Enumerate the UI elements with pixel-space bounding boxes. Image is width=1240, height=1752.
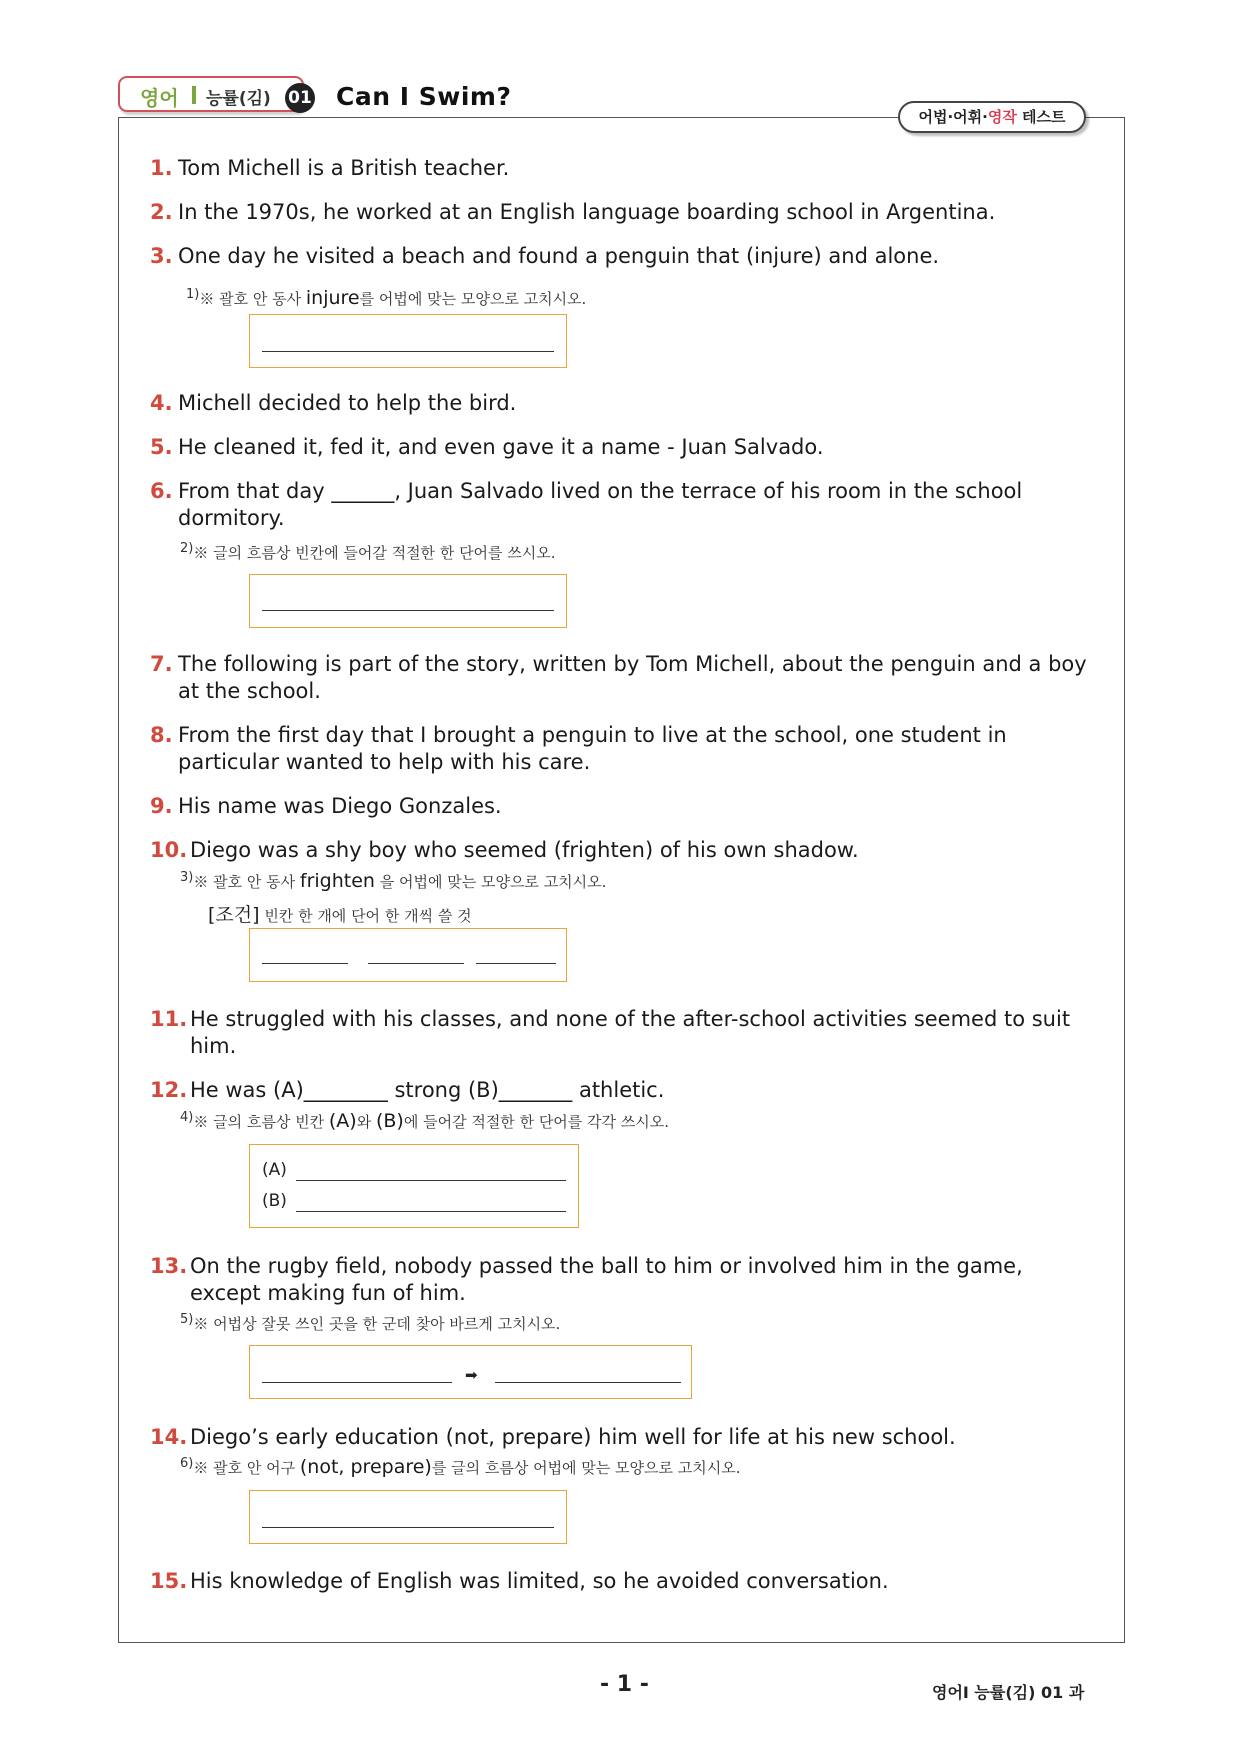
- note-id: 5): [180, 1312, 194, 1327]
- instruction-note: [180, 1456, 741, 1478]
- condition-note: [208, 900, 472, 927]
- note-id: 3): [180, 870, 194, 885]
- question-text: He cleaned it, fed it, and even gave it a name - Juan Salvado.: [178, 435, 824, 459]
- question-text: He struggled with his classes, and none of the after-school activities seemed to suit him.: [190, 1007, 1071, 1058]
- question-number: 4.: [150, 391, 173, 415]
- question-text: The following is part of the story, written by Tom Michell, about the penguin and a boy at the school.: [178, 652, 1087, 703]
- question-item: [150, 199, 1100, 226]
- instruction-note: [186, 287, 586, 309]
- question-item: [150, 837, 1100, 864]
- question-number: 13.: [150, 1254, 188, 1278]
- question-text: Diego was a shy boy who seemed (frighten) of his own shadow.: [190, 838, 859, 862]
- note-text: ※ 괄호 안 동사: [199, 290, 306, 308]
- lesson-number-badge: 01: [285, 83, 315, 113]
- question-item: [150, 722, 1100, 776]
- note-keyword: injure: [305, 287, 360, 309]
- note-text: 를 글의 흐름상 어법에 맞는 모양으로 고치시오.: [431, 1459, 741, 1477]
- subject-divider: [192, 86, 196, 104]
- note-keyword: (B): [375, 1110, 404, 1132]
- answer-line[interactable]: [262, 351, 554, 352]
- question-item: [150, 434, 1100, 461]
- question-number: 7.: [150, 652, 173, 676]
- answer-box[interactable]: [249, 314, 567, 368]
- subject-label: 영어: [140, 86, 179, 110]
- condition-text: 빈칸 한 개에 단어 한 개씩 쓸 것: [259, 907, 472, 925]
- note-id: 4): [180, 1110, 194, 1125]
- answer-line[interactable]: [368, 963, 464, 964]
- question-item: [150, 1006, 1100, 1060]
- question-text: Diego’s early education (not, prepare) him well for life at his new school.: [190, 1425, 956, 1449]
- note-text: ※ 괄호 안 어구: [193, 1459, 300, 1477]
- note-text: ※ 괄호 안 동사: [193, 873, 300, 891]
- question-text: In the 1970s, he worked at an English language boarding school in Argentina.: [178, 200, 996, 224]
- page-number: - 1 -: [600, 1672, 649, 1697]
- question-number: 1.: [150, 156, 173, 180]
- note-text: ※ 글의 흐름상 빈칸에 들어갈 적절한 한 단어를 쓰시오.: [193, 544, 556, 562]
- note-text: ※ 글의 흐름상 빈칸: [193, 1113, 329, 1131]
- test-type-badge: [898, 101, 1086, 133]
- instruction-note: [180, 541, 556, 563]
- instruction-note: [180, 1312, 560, 1334]
- question-number: 15.: [150, 1569, 188, 1593]
- note-keyword: (not, prepare): [299, 1456, 432, 1478]
- note-text: ※ 어법상 잘못 쓰인 곳을 한 군데 찾아 바르게 고치시오.: [193, 1315, 561, 1333]
- note-keyword: (A): [328, 1110, 357, 1132]
- instruction-note: [180, 1110, 669, 1132]
- question-number: 5.: [150, 435, 173, 459]
- answer-box[interactable]: [249, 1490, 567, 1544]
- test-badge-prefix: 어법·어휘·: [918, 108, 988, 126]
- note-text: 를 어법에 맞는 모양으로 고치시오.: [359, 290, 587, 308]
- answer-box[interactable]: [249, 574, 567, 628]
- note-id: 2): [180, 541, 194, 556]
- note-id: 1): [186, 287, 200, 302]
- question-item: [150, 1568, 1100, 1595]
- answer-line-a[interactable]: [296, 1180, 566, 1181]
- test-badge-highlight: 영작: [987, 108, 1017, 126]
- question-number: 2.: [150, 200, 173, 224]
- question-item: [150, 390, 1100, 417]
- question-text: On the rugby field, nobody passed the ball to him or involved him in the game, except making fun of him.: [190, 1254, 1023, 1305]
- answer-box[interactable]: [249, 928, 567, 982]
- question-number: 6.: [150, 479, 173, 503]
- test-badge-suffix: 테스트: [1016, 108, 1066, 126]
- footer-source: 영어Ⅰ 능률(김) 01 과: [932, 1683, 1085, 1702]
- question-item: [150, 478, 1100, 532]
- question-number: 10.: [150, 838, 188, 862]
- answer-line-b[interactable]: [296, 1211, 566, 1212]
- instruction-note: [180, 870, 606, 892]
- question-text: One day he visited a beach and found a penguin that (injure) and alone.: [178, 244, 940, 268]
- textbook-label: 능률(김): [206, 89, 271, 109]
- note-text: 을 어법에 맞는 모양으로 고치시오.: [374, 873, 607, 891]
- question-text: Michell decided to help the bird.: [178, 391, 517, 415]
- question-text: Tom Michell is a British teacher.: [178, 156, 510, 180]
- question-item: [150, 793, 1100, 820]
- question-number: 14.: [150, 1425, 188, 1449]
- note-id: 6): [180, 1456, 194, 1471]
- question-number: 8.: [150, 723, 173, 747]
- arrow-icon: ➡: [465, 1366, 478, 1384]
- answer-label-b: (B): [262, 1191, 287, 1211]
- answer-line[interactable]: [262, 1527, 554, 1528]
- question-text: From the first day that I brought a penguin to live at the school, one student in particular wanted to help with his care.: [178, 723, 1007, 774]
- note-text: 와: [356, 1113, 376, 1131]
- question-item: [150, 155, 1100, 182]
- answer-label-a: (A): [262, 1160, 287, 1180]
- question-number: 11.: [150, 1007, 188, 1031]
- condition-label: [조건]: [208, 904, 260, 926]
- note-keyword: frighten: [299, 870, 375, 892]
- question-item: [150, 651, 1100, 705]
- question-item: [150, 1077, 1100, 1104]
- question-item: [150, 1424, 1100, 1451]
- lesson-title: Can I Swim?: [336, 82, 512, 111]
- question-text: His name was Diego Gonzales.: [178, 794, 502, 818]
- answer-line[interactable]: [476, 963, 556, 964]
- question-number: 3.: [150, 244, 173, 268]
- question-item: [150, 1253, 1100, 1307]
- question-number: 9.: [150, 794, 173, 818]
- question-item: [150, 243, 1100, 270]
- question-text: He was (A)________ strong (B)_______ athletic.: [190, 1078, 665, 1102]
- answer-line-wrong[interactable]: [262, 1382, 452, 1383]
- answer-line[interactable]: [262, 610, 554, 611]
- question-text: His knowledge of English was limited, so he avoided conversation.: [190, 1569, 889, 1593]
- answer-box[interactable]: [249, 1144, 579, 1228]
- question-text: From that day ______, Juan Salvado lived on the terrace of his room in the school dormitory.: [178, 479, 1023, 530]
- question-number: 12.: [150, 1078, 188, 1102]
- note-text: 에 들어갈 적절한 한 단어를 각각 쓰시오.: [403, 1113, 670, 1131]
- answer-line-correct[interactable]: [495, 1382, 681, 1383]
- answer-line[interactable]: [262, 963, 348, 964]
